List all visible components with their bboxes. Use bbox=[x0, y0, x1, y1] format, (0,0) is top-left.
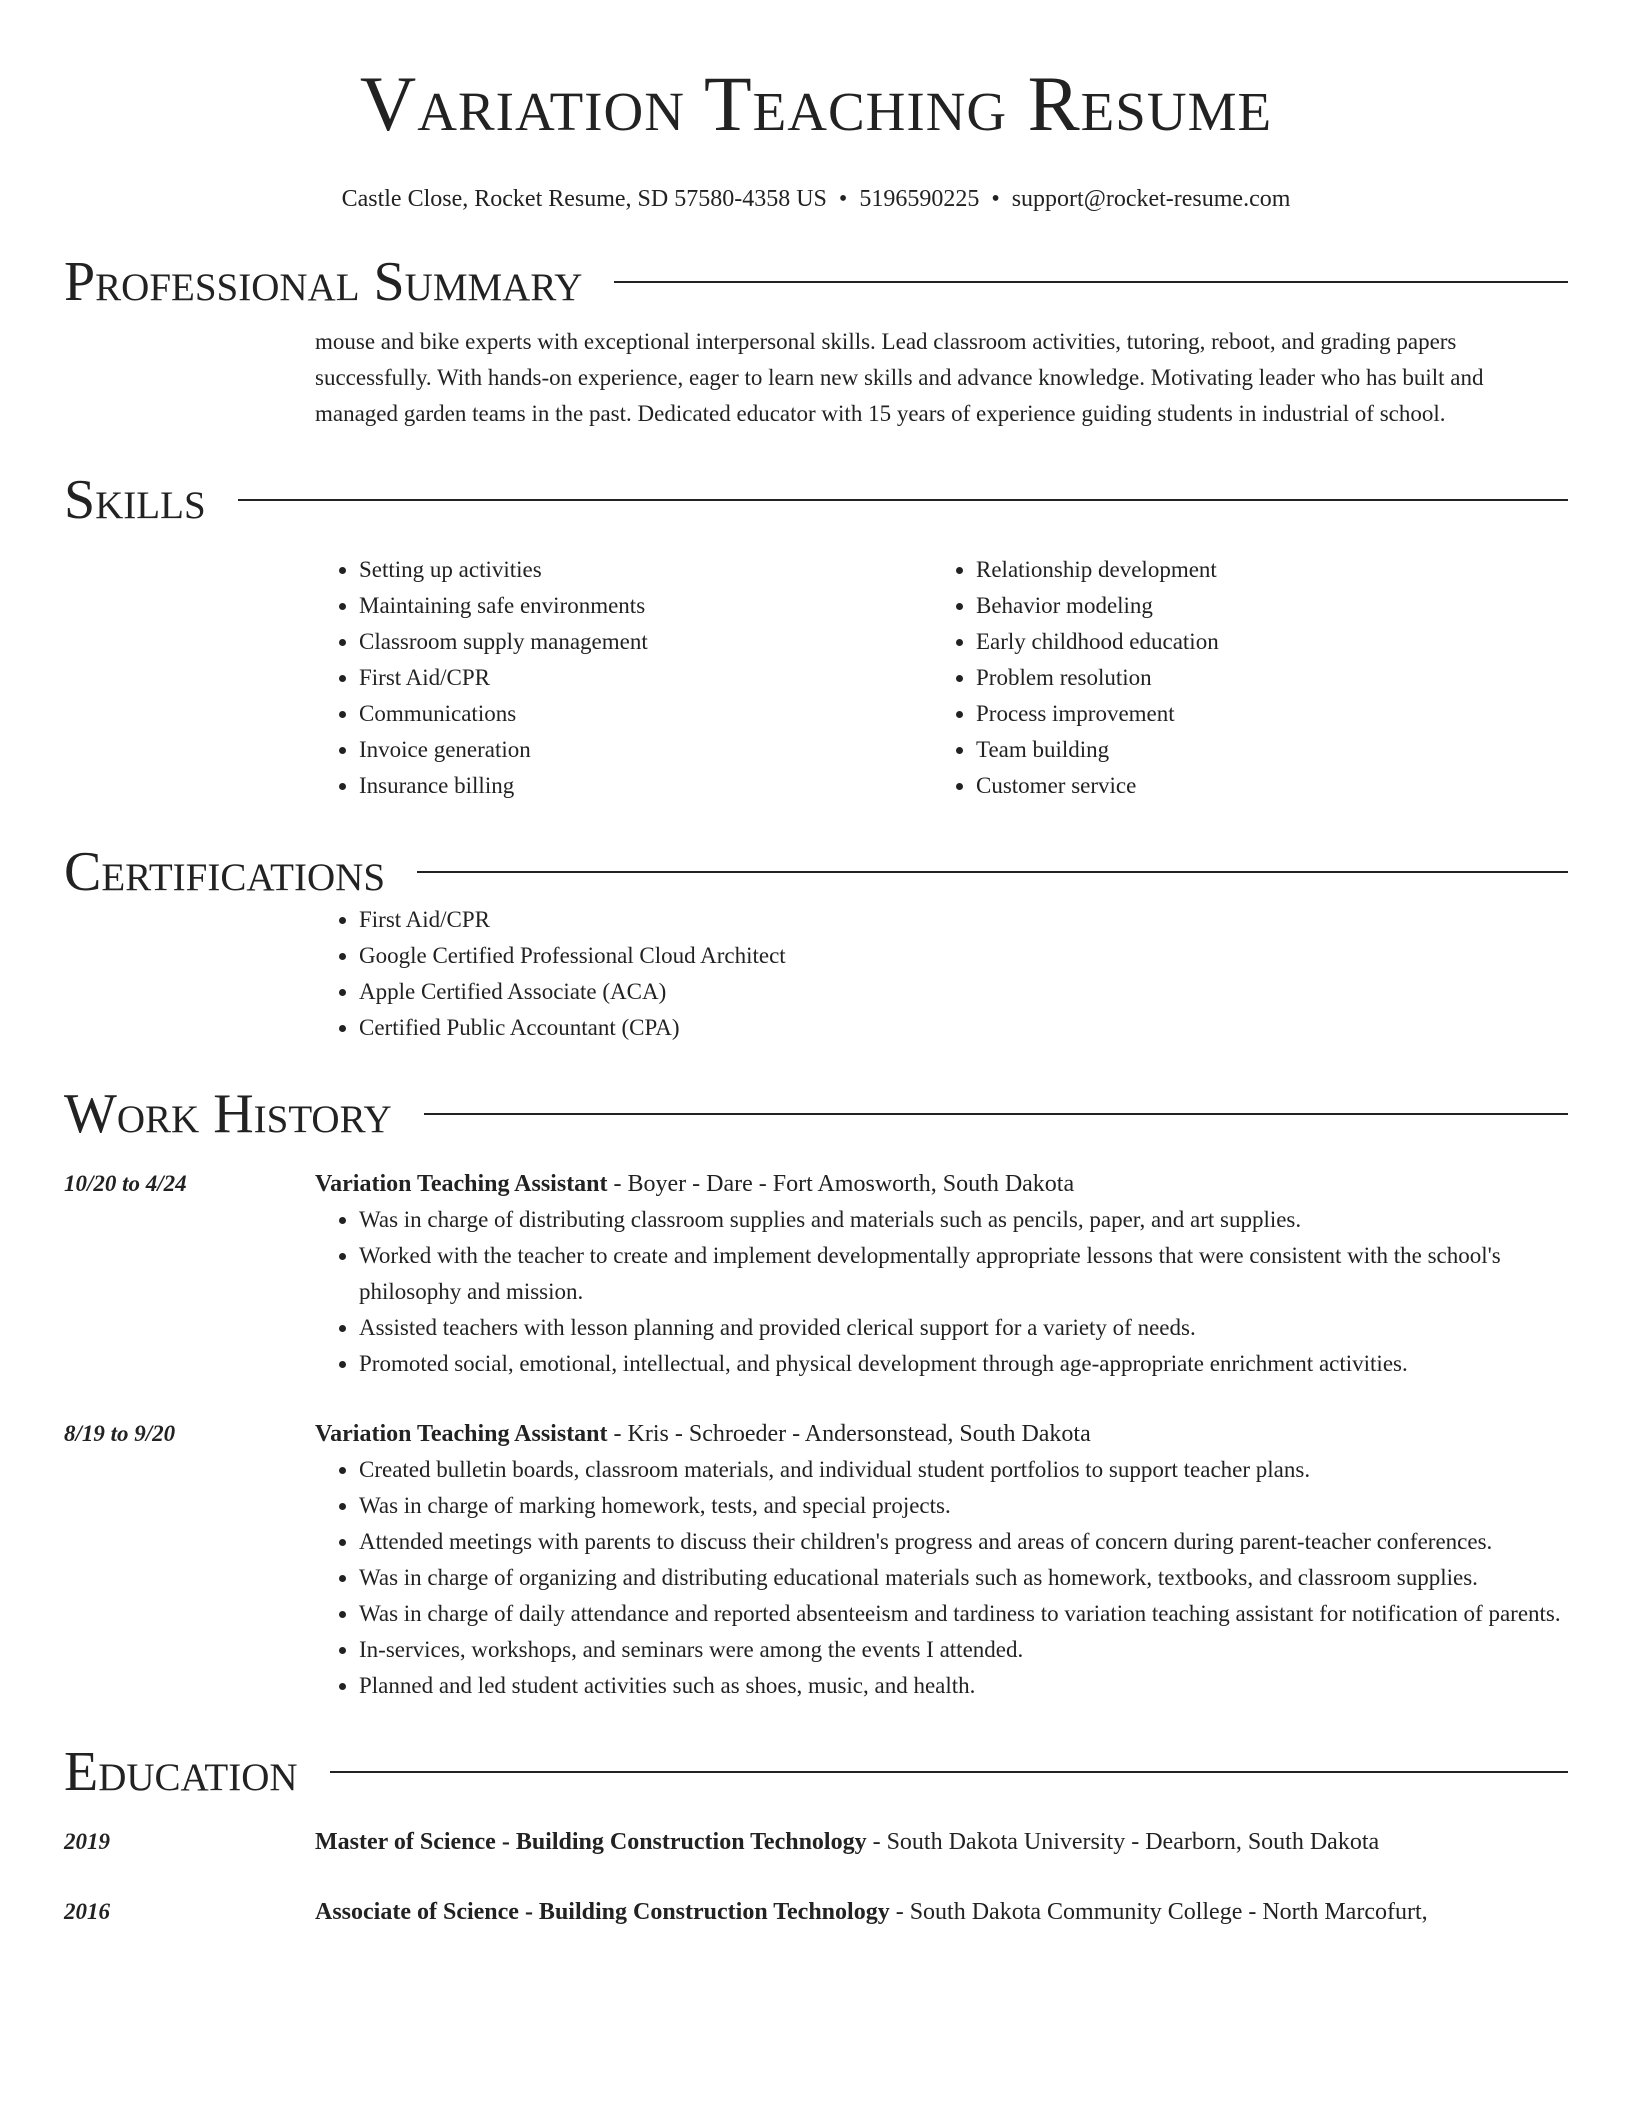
skill-item: • Behavior modeling bbox=[976, 588, 1549, 624]
certification-item: • Apple Certified Associate (ACA) bbox=[359, 974, 1568, 1010]
job-heading bbox=[315, 1166, 1568, 1202]
contact-email[interactable]: support@rocket-resume.com bbox=[1011, 186, 1291, 212]
summary-content bbox=[315, 324, 1568, 432]
education-school-location: - South Dakota University - Dearborn, South Dakota bbox=[866, 1829, 1380, 1855]
skill-item: • Problem resolution bbox=[976, 660, 1549, 696]
certification-item: • Google Certified Professional Cloud Architect bbox=[359, 938, 1568, 974]
education-body bbox=[315, 1894, 1568, 1930]
job-entry bbox=[64, 1166, 1568, 1382]
job-entry bbox=[64, 1416, 1568, 1704]
section-divider bbox=[424, 1113, 1568, 1115]
section-header-education bbox=[64, 1742, 1568, 1802]
job-duty: • Planned and led student activities such as shoes, music, and health. bbox=[359, 1668, 1568, 1704]
section-divider bbox=[238, 499, 1568, 501]
skills-content bbox=[315, 552, 1568, 804]
skill-item: • First Aid/CPR bbox=[359, 660, 932, 696]
certification-item: • Certified Public Accountant (CPA) bbox=[359, 1010, 1568, 1046]
certification-item: • First Aid/CPR bbox=[359, 902, 1568, 938]
skills-list-right bbox=[932, 552, 1549, 804]
skills-list-left bbox=[315, 552, 932, 804]
job-title: Variation Teaching Assistant bbox=[315, 1171, 608, 1197]
education-body bbox=[315, 1824, 1568, 1860]
section-header-skills bbox=[64, 470, 1568, 530]
certifications-list bbox=[315, 902, 1568, 1046]
job-heading bbox=[315, 1416, 1568, 1452]
skill-item: • Process improvement bbox=[976, 696, 1549, 732]
job-dates: 10/20 to 4/24 bbox=[64, 1171, 187, 1196]
job-duty: • Was in charge of marking homework, tests, and special projects. bbox=[359, 1488, 1568, 1524]
skills-column-right bbox=[932, 552, 1549, 804]
contact-phone: 5196590225 bbox=[859, 186, 980, 212]
contact-address: Castle Close, Rocket Resume, SD 57580-4358 US bbox=[341, 186, 827, 212]
skill-item: • Insurance billing bbox=[359, 768, 932, 804]
job-title: Variation Teaching Assistant bbox=[315, 1421, 608, 1447]
skills-column-left bbox=[315, 552, 932, 804]
job-duties-list bbox=[315, 1202, 1568, 1382]
skill-item: • Early childhood education bbox=[976, 624, 1549, 660]
job-duty: • Assisted teachers with lesson planning and provided clerical support for a variety of needs. bbox=[359, 1310, 1568, 1346]
job-employer-location: - Boyer - Dare - Fort Amosworth, South Dakota bbox=[607, 1171, 1075, 1197]
education-school-location: - South Dakota Community College - North Marcofurt, bbox=[889, 1899, 1428, 1925]
job-duty: • Was in charge of distributing classroom supplies and materials such as pencils, paper, and art supplies. bbox=[359, 1202, 1568, 1238]
education-degree: Master of Science - Building Construction Technology bbox=[315, 1829, 867, 1855]
job-duty: • Attended meetings with parents to discuss their children's progress and areas of concern during parent-teacher conferences. bbox=[359, 1524, 1568, 1560]
job-duty: • Worked with the teacher to create and implement developmentally appropriate lessons that were consistent with the school's philosophy and mission. bbox=[359, 1238, 1568, 1310]
skill-item: • Classroom supply management bbox=[359, 624, 932, 660]
section-divider bbox=[614, 281, 1568, 283]
education-entry bbox=[64, 1824, 1568, 1860]
job-dates: 8/19 to 9/20 bbox=[64, 1421, 176, 1446]
education-degree: Associate of Science - Building Construction Technology bbox=[315, 1899, 890, 1925]
section-title-education: Education bbox=[64, 1741, 298, 1803]
section-header-work-history bbox=[64, 1084, 1568, 1144]
education-entry bbox=[64, 1894, 1568, 1930]
section-title-skills: Skills bbox=[64, 469, 206, 531]
skill-item: • Invoice generation bbox=[359, 732, 932, 768]
education-heading bbox=[315, 1894, 1568, 1930]
education-heading bbox=[315, 1824, 1568, 1860]
job-duty: • Was in charge of organizing and distributing educational materials such as homework, textbooks, and classroom supplies. bbox=[359, 1560, 1568, 1596]
education-year: 2019 bbox=[64, 1829, 110, 1854]
skill-item: • Relationship development bbox=[976, 552, 1549, 588]
skill-item: • Communications bbox=[359, 696, 932, 732]
job-duty: • Was in charge of daily attendance and reported absenteeism and tardiness to variation teaching assistant for notification of parents. bbox=[359, 1596, 1568, 1632]
skill-item: • Setting up activities bbox=[359, 552, 932, 588]
job-body bbox=[315, 1416, 1568, 1704]
section-header-certifications bbox=[64, 842, 1568, 902]
job-duties-list bbox=[315, 1452, 1568, 1704]
section-title-certifications: Certifications bbox=[64, 841, 386, 903]
section-title-summary: Professional Summary bbox=[64, 251, 583, 313]
resume-name: Variation Teaching Resume bbox=[359, 60, 1273, 147]
job-duty: • Created bulletin boards, classroom materials, and individual student portfolios to support teacher plans. bbox=[359, 1452, 1568, 1488]
skill-item: • Team building bbox=[976, 732, 1549, 768]
job-employer-location: - Kris - Schroeder - Andersonstead, South Dakota bbox=[607, 1421, 1091, 1447]
job-duty: • Promoted social, emotional, intellectual, and physical development through age-appropriate enrichment activities. bbox=[359, 1346, 1568, 1382]
section-title-work-history: Work History bbox=[64, 1083, 392, 1145]
contact-separator: • bbox=[991, 186, 1000, 212]
section-divider bbox=[417, 871, 1568, 873]
certifications-content bbox=[315, 902, 1568, 1046]
skills-grid bbox=[315, 552, 1568, 804]
contact-separator: • bbox=[838, 186, 848, 212]
section-header-summary bbox=[64, 252, 1568, 312]
education-year: 2016 bbox=[64, 1899, 110, 1924]
skill-item: • Maintaining safe environments bbox=[359, 588, 932, 624]
summary-text: mouse and bike experts with exceptional interpersonal skills. Lead classroom activities, tutoring, reboot, and grading papers successfully. With hands-on experience, eager to learn new skills and advance knowledge. Motivating leader who has built and managed garden teams in the past. Dedicated educator with 15 years of experience guiding students in industrial of school. bbox=[315, 329, 1484, 426]
contact-line bbox=[64, 184, 1568, 214]
job-duty: • In-services, workshops, and seminars were among the events I attended. bbox=[359, 1632, 1568, 1668]
skill-item: • Customer service bbox=[976, 768, 1549, 804]
job-body bbox=[315, 1166, 1568, 1382]
section-divider bbox=[330, 1771, 1568, 1773]
